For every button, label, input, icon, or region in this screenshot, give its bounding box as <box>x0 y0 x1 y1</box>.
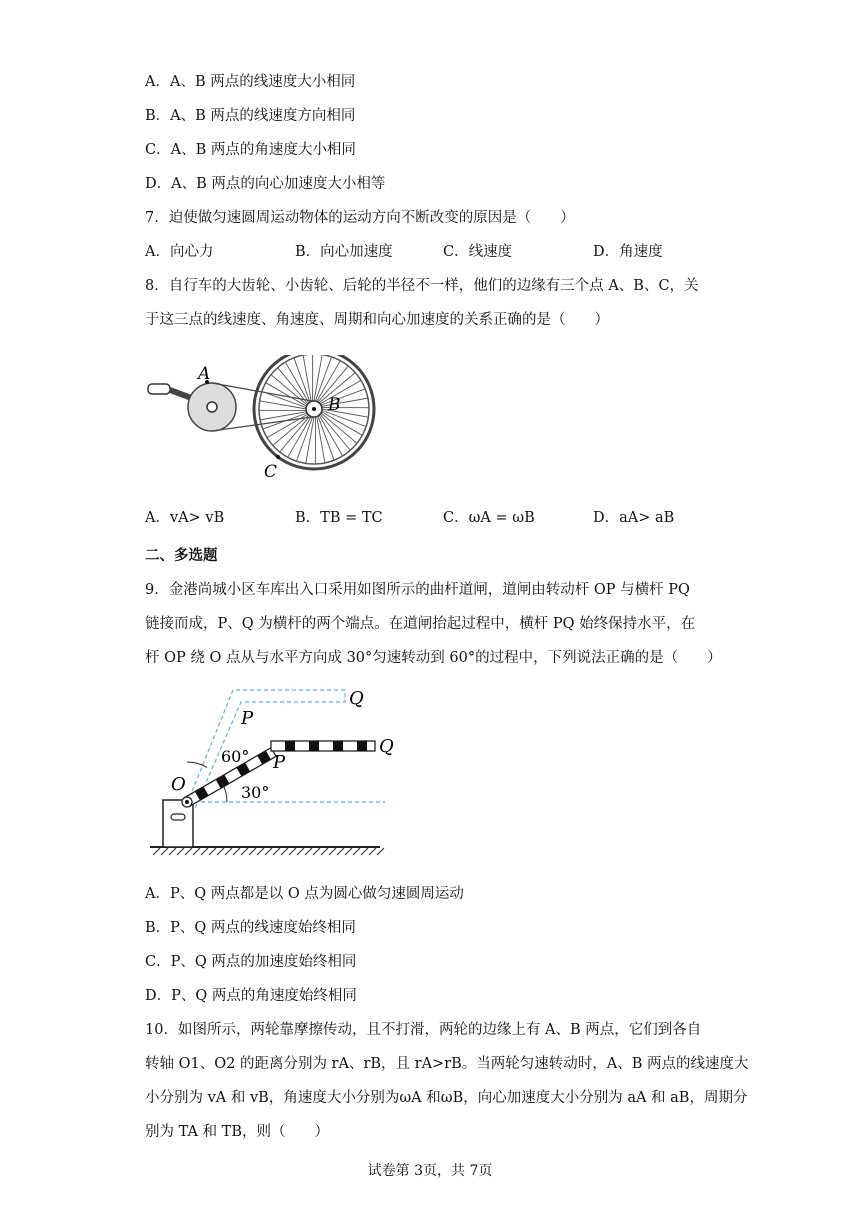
q6-option-b: B．A、B 两点的线速度方向相同 <box>145 108 356 124</box>
q7-options <box>145 242 705 262</box>
q8-stem-line2: 于这三点的线速度、角速度、周期和向心加速度的关系正确的是（ ） <box>145 312 609 328</box>
q7-option-c: C．线速度 <box>443 244 513 260</box>
q9-option-c: C．P、Q 两点的加速度始终相同 <box>145 954 357 970</box>
q8-option-a: A．vA> vB <box>145 510 225 526</box>
label-b: B <box>328 395 341 415</box>
label-p-raised: P <box>241 708 254 729</box>
bicycle-gear-figure <box>140 355 390 495</box>
page-footer: 试卷第 3页，共 7页 <box>367 1163 493 1179</box>
label-angle-30: 30° <box>241 783 270 802</box>
q8-option-c: C．ωA = ωB <box>443 510 535 526</box>
q10-line1: 10．如图所示，两轮靠摩擦传动，且不打滑，两轮的边缘上有 A、B 两点，它们到各自 <box>145 1022 702 1038</box>
label-a: A <box>198 364 211 384</box>
q7-option-a: A．向心力 <box>145 244 214 260</box>
q9-stem-line3: 杆 OP 绕 O 点从与水平方向成 30°匀速转动到 60°的过程中，下列说法正确的是（ ） <box>145 650 722 666</box>
label-o: O <box>171 774 186 795</box>
q8-options <box>145 508 705 528</box>
q8-option-b: B．TB = TC <box>295 510 383 526</box>
q6-option-d: D．A、B 两点的向心加速度大小相等 <box>145 176 386 192</box>
label-q-raised: Q <box>349 688 364 709</box>
q9-option-a: A．P、Q 两点都是以 O 点为圆心做匀速圆周运动 <box>145 886 464 902</box>
q10-line4: 别为 TA 和 TB，则（ ） <box>145 1124 330 1140</box>
q9-option-d: D．P、Q 两点的角速度始终相同 <box>145 988 357 1004</box>
q8-stem-line1: 8．自行车的大齿轮、小齿轮、后轮的半径不一样，他们的边缘有三个点 A、B、C，关 <box>145 278 699 294</box>
section-title-multiple-choice: 二、多选题 <box>145 548 218 564</box>
q10-line2: 转轴 O1、O2 的距离分别为 rA、rB，且 rA>rB。当两轮匀速转动时，A、B 两点的线速度大 <box>145 1056 749 1072</box>
q9-stem-line1: 9．金港尚城小区车库出入口采用如图所示的曲杆道闸，道闸由转动杆 OP 与横杆 PQ <box>145 582 690 598</box>
q7-stem: 7．迫使做匀速圆周运动物体的运动方向不断改变的原因是（ ） <box>145 210 575 226</box>
label-q: Q <box>379 736 394 757</box>
label-angle-60: 60° <box>221 747 250 766</box>
q9-stem-line2: 链接而成，P、Q 为横杆的两个端点。在道闸抬起过程中，横杆 PQ 始终保持水平，在 <box>145 616 696 632</box>
q8-option-d: D．aA> aB <box>593 510 675 526</box>
q9-option-b: B．P、Q 两点的线速度始终相同 <box>145 920 356 936</box>
label-c: C <box>264 462 278 482</box>
q10-line3: 小分别为 vA 和 vB，角速度大小分别为ωA 和ωB，向心加速度大小分别为 aA 和 aB，周期分 <box>145 1090 748 1106</box>
q6-option-c: C．A、B 两点的角速度大小相同 <box>145 142 356 158</box>
label-p: P <box>273 752 286 773</box>
barrier-gate-figure <box>145 682 405 862</box>
q7-option-b: B．向心加速度 <box>295 244 393 260</box>
q6-option-a: A．A、B 两点的线速度大小相同 <box>145 74 356 90</box>
q7-option-d: D．角速度 <box>593 244 663 260</box>
